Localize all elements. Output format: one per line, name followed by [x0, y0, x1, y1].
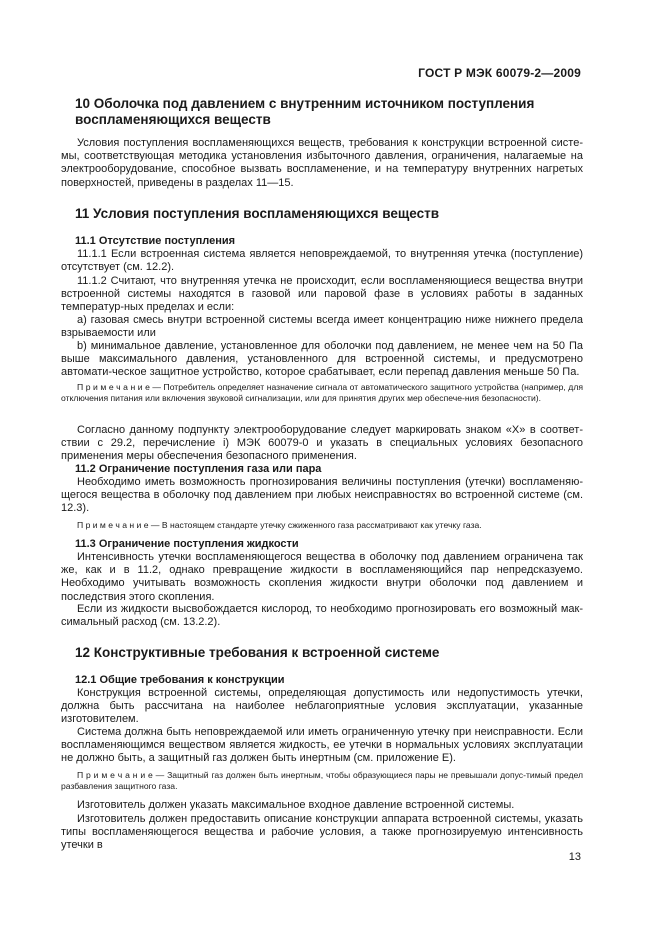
page-number: 13 [568, 851, 581, 863]
note-3: П р и м е ч а н и е — Защитный газ должен быть инертным, чтобы образующиеся пары не превышали допус-тимый предел разбавления защитного газа. [61, 770, 583, 791]
subsection-11-1-heading: 11.1 Отсутствие поступления [75, 235, 236, 247]
note-1: П р и м е ч а н и е — Потребитель определяет назначение сигнала от автоматического защитного устройства (например, для отключения питания или включения звуковой сигнализации, или для принятия других мер обеспече-ния безопасности). [61, 382, 583, 403]
section-11-title: 11 Условия поступления воспламеняющихся веществ [75, 206, 440, 221]
paragraph-12-1-c: Изготовитель должен указать максимальное входное давление встроенной системы. [77, 799, 515, 811]
list-item-b: b) минимальное давление, установленное для оболочки под давлением, не менее чем на 50 Па выше максимального давления, установленного для встроенной системы, и предусмотрено автомати-ческое защитное устройство, которое срабатывает, если перепад давления меньше 50 Па. [61, 340, 583, 379]
paragraph-11-2: Необходимо иметь возможность прогнозирования величины поступления (утечки) воспламеняю-щегося вещества в оболочку под давлением при любых неисправностях во встроенной системе (см. 12.3). [61, 476, 583, 515]
paragraph-12-1-b: Система должна быть неповреждаемой или иметь ограниченную утечку при неисправности. Если воспламеняющимся веществом является жидкость, ее утечки в нормальных условиях эксплуатации не должно быть, а защитный газ должен быть инертным (см. приложение Е). [61, 726, 583, 765]
paragraph-12-1-a: Конструкция встроенной системы, определяющая допустимость или недопустимость утечки, должна быть рассчитана на наиболее неблагоприятные условия эксплуатации, указанные изготовителем. [61, 687, 583, 726]
subsection-11-3-heading: 11.3 Ограничение поступления жидкости [75, 538, 299, 550]
paragraph-11-1-2: 11.1.2 Считают, что внутренняя утечка не происходит, если воспламеняющиеся вещества внутри встроенной системы находятся в газовой или паровой фазе в условиях работы в заданных температур-ных пределах и если: [61, 275, 583, 314]
section-10-paragraph: Условия поступления воспламеняющихся веществ, требования к конструкции встроенной систе-мы, соответствующая методика установления избыточного давления, ограничения, налагаемые на электрооборудование, способное вызвать воспламенение, и на температуру внутренних нагретых поверхностей, приведены в разделах 11—15. [61, 137, 583, 189]
standard-header: ГОСТ Р МЭК 60079-2—2009 [418, 66, 581, 80]
marking-paragraph: Согласно данному подпункту электрооборудование следует маркировать знаком «X» в соответ-ствии с 29.2, перечисление i) МЭК 60079-0 и указать в специальных условиях безопасного применения меры обеспечения безопасного применения. [61, 424, 583, 463]
paragraph-11-1-1: 11.1.1 Если встроенная система является неповреждаемой, то внутренняя утечка (поступление) отсутствует (см. 12.2). [61, 248, 583, 274]
note-2: П р и м е ч а н и е — В настоящем стандарте утечку сжиженного газа рассматривают как утечку газа. [77, 520, 482, 530]
section-10-title-line1: 10 Оболочка под давлением с внутренним источником поступления [75, 96, 535, 111]
subsection-11-2-heading: 11.2 Ограничение поступления газа или пара [75, 463, 322, 475]
subsection-12-1-heading: 12.1 Общие требования к конструкции [75, 674, 285, 686]
paragraph-11-3-b: Если из жидкости высвобождается кислород, то необходимо прогнозировать его возможный мак-симальный расход (см. 13.2.2). [61, 603, 583, 629]
list-item-a: a) газовая смесь внутри встроенной системы всегда имеет концентрацию ниже нижнего предела взрываемости или [61, 314, 583, 340]
paragraph-12-1-d: Изготовитель должен предоставить описание конструкции аппарата встроенной системы, указать типы воспламеняющегося вещества и рабочие условия, а также прогнозируемую интенсивность утечки в [61, 813, 583, 852]
section-12-title: 12 Конструктивные требования к встроенной системе [75, 645, 440, 660]
section-10-title-line2: воспламеняющихся веществ [75, 112, 271, 127]
paragraph-11-3-a: Интенсивность утечки воспламеняющегося вещества в оболочку под давлением ограничена так же, как и в 11.2, однако превращение жидкости в воспламеняющийся пар непредсказуемо. Необходимо учитывать возможность скопления жидкости внутри оболочки под давлением и последствия этого скопления. [61, 551, 583, 603]
